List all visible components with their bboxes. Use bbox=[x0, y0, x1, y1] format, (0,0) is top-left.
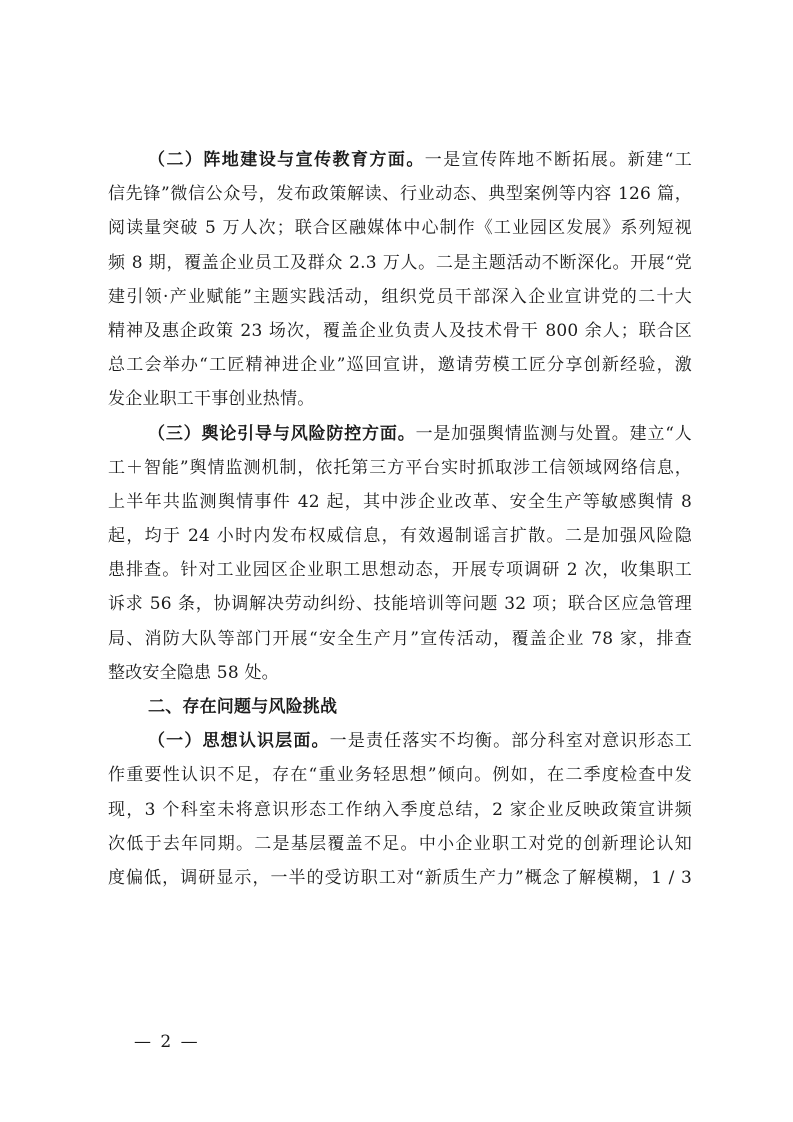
paragraph-line: 作重要性认识不足，存在“重业务轻思想”倾向。例如，在二季度检查中发 bbox=[108, 765, 692, 786]
page-number: — 2 — bbox=[134, 1032, 200, 1052]
paragraph-line bbox=[108, 724, 692, 758]
paragraph-line: 度偏低，调研显示，一半的受访职工对“新质生产力”概念了解模糊，1 / 3 bbox=[108, 867, 692, 888]
paragraph-text: 一是责任落实不均衡。部分科室对意识形态工 bbox=[329, 731, 693, 752]
chapter-heading: 二、存在问题与风险挑战 bbox=[148, 697, 338, 717]
paragraph-line: 上半年共监测舆情事件 42 起，其中涉企业改革、安全生产等敏感舆情 8 bbox=[108, 491, 692, 512]
paragraph-line: 发企业职工干事创业热情。 bbox=[108, 389, 315, 410]
document-body bbox=[108, 143, 692, 895]
paragraph-line: 工＋智能”舆情监测机制，依托第三方平台实时抓取涉工信领域网络信息， bbox=[108, 457, 692, 478]
paragraph-line: 信先锋”微信公众号，发布政策解读、行业动态、典型案例等内容 126 篇， bbox=[108, 184, 692, 205]
paragraph-line: 阅读量突破 5 万人次；联合区融媒体中心制作《工业园区发展》系列短视 bbox=[108, 218, 692, 239]
paragraph-text: 一是宣传阵地不断拓展。新建“工 bbox=[424, 150, 692, 170]
paragraph-line bbox=[108, 143, 692, 177]
paragraph-line: 现，3 个科室未将意识形态工作纳入季度总结，2 家企业反映政策宣讲频 bbox=[108, 799, 692, 820]
paragraph-line: 起，均于 24 小时内发布权威信息，有效遏制谣言扩散。二是加强风险隐 bbox=[108, 526, 692, 547]
section-heading: （二）阵地建设与宣传教育方面。 bbox=[148, 150, 425, 170]
paragraph-text: 一是加强舆情监测与处置。建立“人 bbox=[415, 423, 693, 444]
paragraph-line: 局、消防大队等部门开展“安全生产月”宣传活动，覆盖企业 78 家，排查 bbox=[108, 628, 692, 649]
paragraph-line: 整改安全隐患 58 处。 bbox=[108, 662, 279, 683]
paragraph-line: 频 8 期，覆盖企业员工及群众 2.3 万人。二是主题活动不断深化。开展“党 bbox=[108, 252, 692, 273]
paragraph-line: 次低于去年同期。二是基层覆盖不足。中小企业职工对党的创新理论认知 bbox=[108, 833, 692, 854]
paragraph-line: 精神及惠企政策 23 场次，覆盖企业负责人及技术骨干 800 余人；联合区 bbox=[108, 320, 692, 341]
paragraph-line: 建引领·产业赋能”主题实践活动，组织党员干部深入企业宣讲党的二十大 bbox=[108, 286, 692, 307]
section-heading: （三）舆论引导与风险防控方面。 bbox=[148, 423, 416, 444]
paragraph-line: 患排查。针对工业园区企业职工思想动态，开展专项调研 2 次，收集职工 bbox=[108, 560, 692, 581]
section-heading: （一）思想认识层面。 bbox=[148, 731, 330, 752]
paragraph-line: 诉求 56 条，协调解决劳动纠纷、技能培训等问题 32 项；联合区应急管理 bbox=[108, 594, 692, 615]
paragraph-line: 总工会举办“工匠精神进企业”巡回宣讲，邀请劳模工匠分享创新经验，激 bbox=[108, 355, 692, 376]
paragraph-line bbox=[108, 417, 692, 451]
